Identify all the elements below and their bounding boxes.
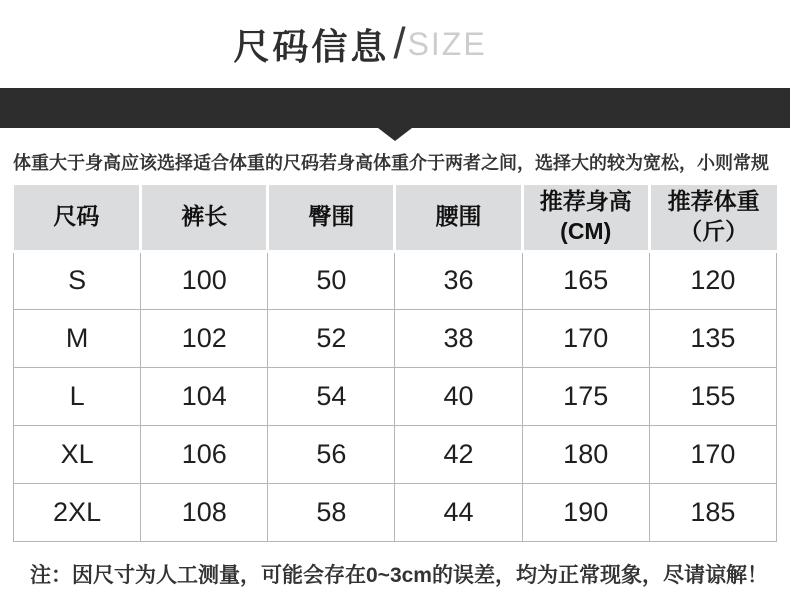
- header-label: 裤长: [181, 203, 228, 230]
- table-header-row: [14, 185, 777, 251]
- table-row: [14, 251, 777, 309]
- table-cell: 104: [141, 367, 268, 425]
- table-cell: 100: [141, 251, 268, 309]
- col-header-pant-length: [141, 185, 268, 251]
- table-cell: 44: [395, 483, 522, 541]
- table-cell: 38: [395, 309, 522, 367]
- table-cell: 120: [649, 251, 776, 309]
- table-cell: 106: [141, 425, 268, 483]
- table-cell: 135: [649, 309, 776, 367]
- table-cell: 108: [141, 483, 268, 541]
- header-label: 臀围: [308, 203, 355, 230]
- table-cell: 36: [395, 251, 522, 309]
- fit-advice-text: 体重大于身高应该选择适合体重的尺码若身高体重介于两者之间，选择大的较为宽松，小则常规: [13, 153, 769, 173]
- table-row: [14, 425, 777, 483]
- size-cell: XL: [14, 425, 141, 483]
- table-cell: 40: [395, 367, 522, 425]
- table-cell: 190: [522, 483, 649, 541]
- size-cell: M: [14, 309, 141, 367]
- table-row: [14, 367, 777, 425]
- table-cell: 52: [268, 309, 395, 367]
- table-cell: 180: [522, 425, 649, 483]
- header-sublabel: （斤）: [679, 218, 749, 245]
- table-cell: 185: [649, 483, 776, 541]
- header-label: 腰围: [435, 203, 482, 230]
- title-divider: /: [393, 19, 406, 68]
- size-table: [13, 185, 777, 542]
- table-cell: 54: [268, 367, 395, 425]
- table-cell: 58: [268, 483, 395, 541]
- title-cn-text: 尺码信息: [233, 25, 390, 67]
- size-cell: 2XL: [14, 483, 141, 541]
- table-cell: 102: [141, 309, 268, 367]
- table-cell: 170: [649, 425, 776, 483]
- header-sublabel: (CM): [560, 218, 612, 245]
- arrow-down-icon: [378, 128, 412, 141]
- table-cell: 42: [395, 425, 522, 483]
- header-label: 推荐身高: [539, 188, 632, 215]
- table-row: [14, 309, 777, 367]
- title-en-text: SIZE: [407, 25, 487, 62]
- col-header-weight: [649, 185, 776, 251]
- table-cell: 56: [268, 425, 395, 483]
- table-row: [14, 483, 777, 541]
- col-header-waist: [395, 185, 522, 251]
- banner-bar: [0, 88, 790, 128]
- col-header-height: [522, 185, 649, 251]
- table-cell: 50: [268, 251, 395, 309]
- size-cell: S: [14, 251, 141, 309]
- table-cell: 175: [522, 367, 649, 425]
- table-cell: 165: [522, 251, 649, 309]
- header-label: 推荐体重: [667, 188, 760, 215]
- page-title: [0, 0, 790, 88]
- col-header-size: [14, 185, 141, 251]
- col-header-hip: [268, 185, 395, 251]
- table-cell: 170: [522, 309, 649, 367]
- table-cell: 155: [649, 367, 776, 425]
- header-label: 尺码: [53, 203, 100, 230]
- size-cell: L: [14, 367, 141, 425]
- disclaimer-note: 注：因尺寸为人工测量，可能会存在0~3cm的误差，均为正常现象，尽请谅解！: [30, 563, 768, 587]
